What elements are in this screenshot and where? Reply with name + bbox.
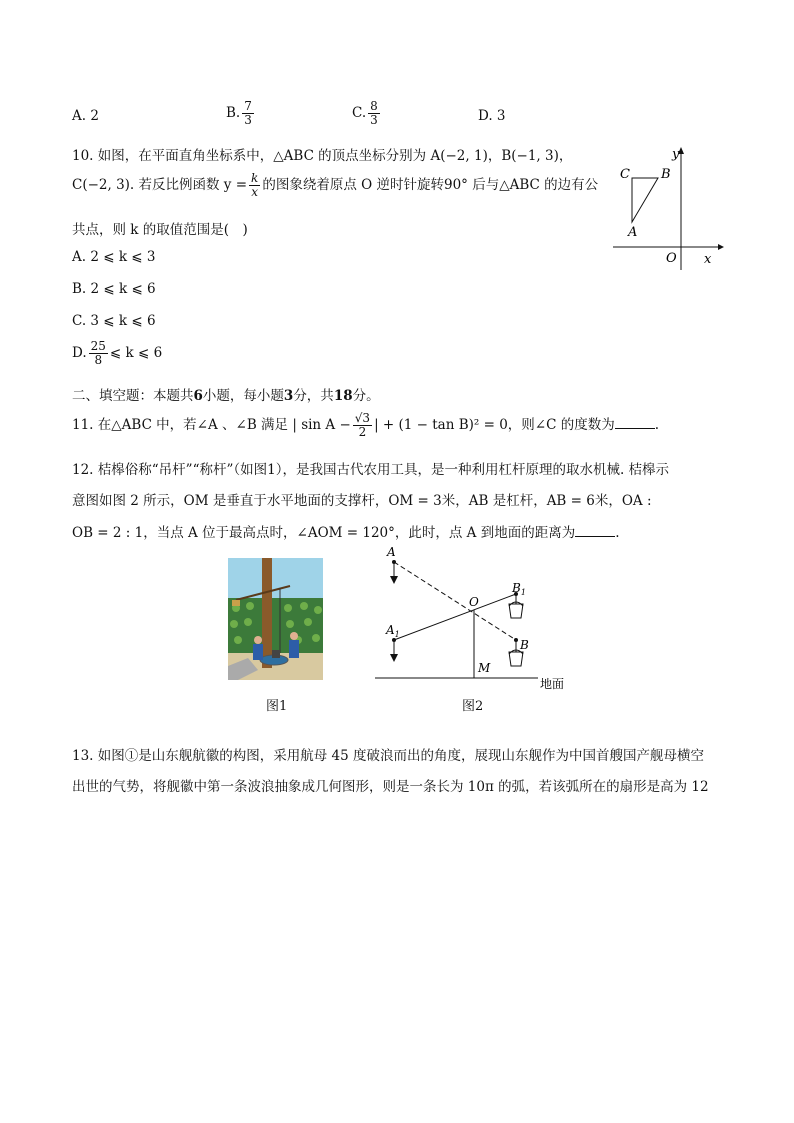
figure-2-caption: 图2 — [462, 699, 484, 714]
bucket — [272, 650, 280, 658]
q10-coordinate-figure — [608, 142, 728, 272]
label-a1: $A_1$ — [386, 623, 400, 639]
section-2-heading: 二、填空题：本题共6小题，每小题3分，共18分。 — [72, 388, 380, 404]
point-a-label: A — [628, 225, 638, 240]
x-axis-arrow — [718, 244, 724, 250]
label-m: M — [478, 661, 491, 675]
figure-1-illustration — [228, 558, 323, 680]
label-b1: $B_1$ — [512, 581, 526, 597]
q10-option-a: A. 2 ⩽ k ⩽ 3 — [72, 249, 156, 265]
point-a — [392, 560, 396, 564]
q13-line1: 13. 如图①是山东舰航徽的构图，采用航母 45 度破浪而出的角度，展现山东舰作为中国首艘国产舰母横空 — [72, 748, 705, 764]
label-b: B — [520, 638, 529, 652]
arrow-a1-head — [390, 654, 398, 662]
label-a: A — [387, 545, 396, 559]
q9-option-d: D. 3 — [478, 108, 506, 124]
q9-option-c: C. $\frac{8}{3}$ — [352, 99, 378, 128]
q10-line3: 共点，则 k 的取值范围是( ) — [72, 222, 248, 238]
label-o: O — [469, 595, 479, 609]
farmer-left — [253, 636, 263, 660]
y-label: y — [672, 147, 680, 162]
point-b — [514, 638, 518, 642]
q12-line3: OB = 2 : 1，当点 A 位于最高点时，∠AOM = 120°，此时，点 A 到地面的距离为 . — [72, 525, 620, 541]
q10-line2: C(−2, 3). 若反比例函数 y = $\frac{k}{x}$ 的图象绕着原点 O 逆时针旋转90° 后与△ABC 的边有公 — [72, 171, 599, 200]
q13-line2: 出世的气势，将舰徽中第一条波浪抽象成几何图形，则是一条长为 10π 的弧，若该弧所在的扇形是高为 12 — [72, 779, 709, 795]
triangle-abc — [632, 178, 658, 222]
q10-option-b: B. 2 ⩽ k ⩽ 6 — [72, 281, 156, 297]
farmer-right — [289, 632, 299, 658]
q12-answer-blank[interactable] — [575, 524, 615, 537]
arrow-a-head — [390, 576, 398, 584]
counterweight — [232, 600, 240, 606]
label-ground: 地面 — [540, 677, 565, 691]
tree-trunk — [262, 558, 272, 668]
x-label: x — [704, 252, 712, 267]
q11: 11. 在△ABC 中，若∠A 、∠B 满足 | sin A − $\frac{√3}{2}$ | + (1 − tan B)² = 0，则∠C 的度数为 . — [72, 411, 660, 440]
figure-2-diagram — [370, 540, 580, 695]
q12-line1: 12. 桔槔俗称“吊杆”“称杆”（如图1），是我国古代农用工具，是一种利用杠杆原理的取水机械. 桔槔示 — [72, 462, 670, 478]
q11-answer-blank[interactable] — [615, 416, 655, 429]
figure-1-caption: 图1 — [266, 699, 288, 714]
point-c-label: C — [620, 167, 630, 182]
q12-line2: 意图如图 2 所示，OM 是垂直于水平地面的支撑杆，OM = 3米，AB 是杠杆，AB = 6米，OA : — [72, 493, 652, 509]
origin-label: O — [666, 251, 677, 266]
bucket-b1 — [509, 596, 523, 618]
q9-option-b: B. $\frac{7}{3}$ — [226, 99, 252, 128]
q10-line1: 10. 如图，在平面直角坐标系中，△ABC 的顶点坐标分别为 A(−2, 1)，B(−1, 3)， — [72, 148, 573, 164]
q10-option-d: D. $\frac{25}{8}$ ⩽ k ⩽ 6 — [72, 339, 163, 368]
q10-option-c: C. 3 ⩽ k ⩽ 6 — [72, 313, 156, 329]
q9-option-a: A. 2 — [72, 108, 99, 124]
point-b-label: B — [661, 167, 671, 182]
